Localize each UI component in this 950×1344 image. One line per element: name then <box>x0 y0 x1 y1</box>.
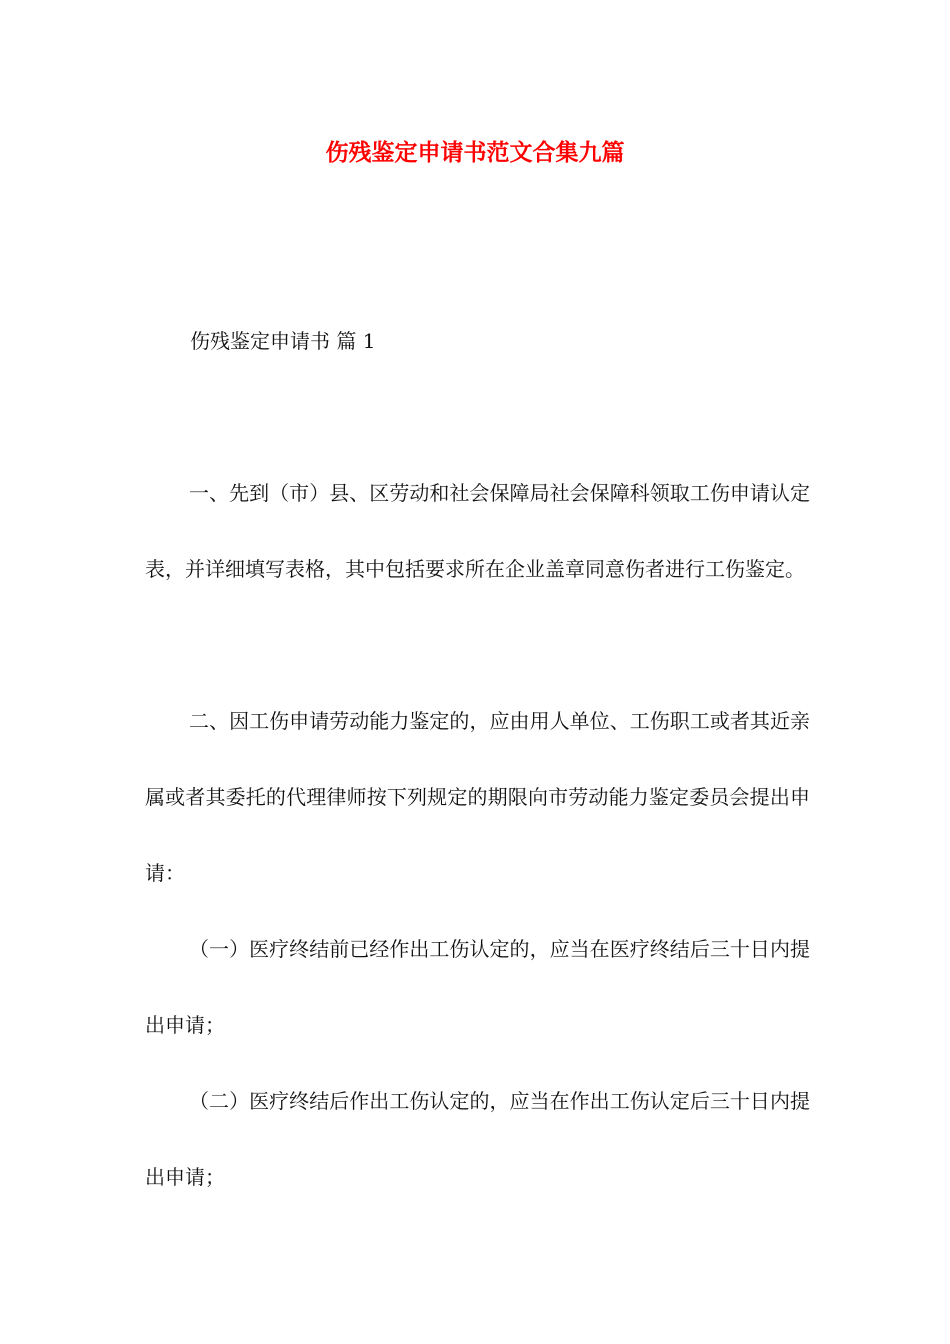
paragraph-4: （二）医疗终结后作出工伤认定的，应当在作出工伤认定后三十日内提出申请； <box>145 1089 810 1189</box>
paragraph-2: 二、因工伤申请劳动能力鉴定的，应由用人单位、工伤职工或者其近亲属或者其委托的代理律师按下列规定的期限向市劳动能力鉴定委员会提出申请： <box>145 709 810 885</box>
paragraph-1: 一、先到（市）县、区劳动和社会保障局社会保障科领取工伤申请认定表，并详细填写表格，其中包括要求所在企业盖章同意伤者进行工伤鉴定。 <box>145 481 810 581</box>
document-title: 伤残鉴定申请书范文合集九篇 <box>325 139 625 166</box>
section-heading: 伤残鉴定申请书 篇 1 <box>190 329 376 353</box>
paragraph-3: （一）医疗终结前已经作出工伤认定的，应当在医疗终结后三十日内提出申请； <box>145 937 810 1037</box>
